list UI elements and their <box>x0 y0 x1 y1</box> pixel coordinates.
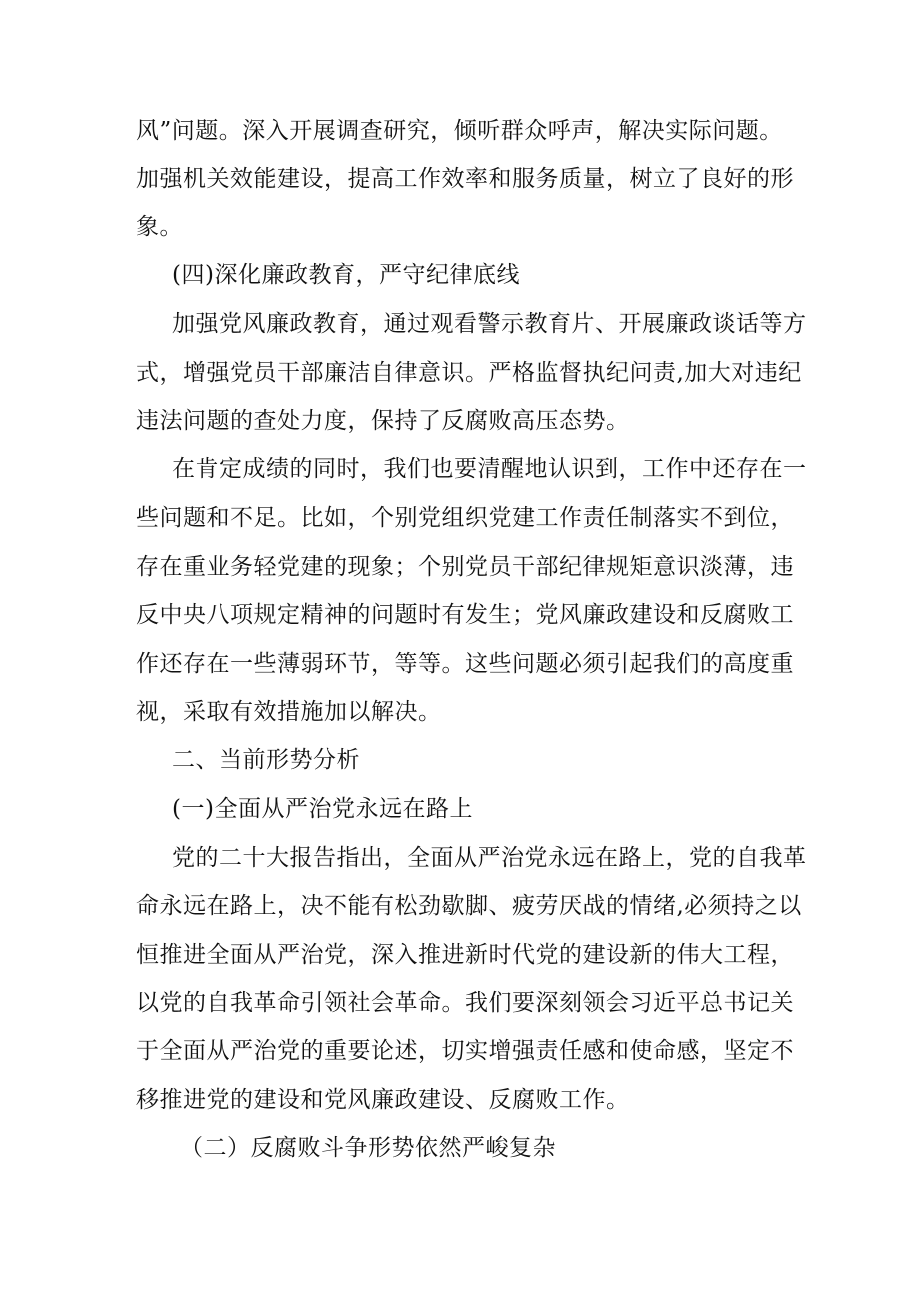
text-line: 作还存在一些薄弱环节，等等。这些问题必须引起我们的高度重 <box>136 651 794 677</box>
text-line: 反中央八项规定精神的问题时有发生；党风廉政建设和反腐败工 <box>136 602 794 628</box>
text-line: 于全面从严治党的重要论述，切实增强责任感和使命感，坚定不 <box>136 1038 794 1064</box>
subsection-heading: (一)全面从严治党永远在路上 <box>172 796 473 822</box>
text-line: 恒推进全面从严治党，深入推进新时代党的建设新的伟大工程， <box>136 942 794 968</box>
text-line: 在肯定成绩的同时，我们也要清醒地认识到，工作中还存在一 <box>172 456 807 482</box>
text-line: 些问题和不足。比如，个别党组织党建工作责任制落实不到位， <box>136 505 794 531</box>
text-line: 加强机关效能建设，提高工作效率和服务质量，树立了良好的形 <box>136 166 794 192</box>
text-line: 式，增强党员干部廉洁自律意识。严格监督执纪问责,加大对违纪 <box>136 360 802 386</box>
section-heading: (四)深化廉政教育，严守纪律底线 <box>172 262 520 288</box>
text-line: 视，采取有效措施加以解决。 <box>136 699 442 725</box>
subsection-heading: （二）反腐败斗争形势依然严峻复杂 <box>180 1135 556 1161</box>
text-line: 存在重业务轻党建的现象；个别党员干部纪律规矩意识淡薄，违 <box>136 554 794 580</box>
text-line: 风”问题。深入开展调查研究，倾听群众呼声，解决实际问题。 <box>136 118 783 144</box>
text-line: 以党的自我革命引领社会革命。我们要深刻领会习近平总书记关 <box>136 990 794 1016</box>
text-line: 违法问题的查处力度，保持了反腐败高压态势。 <box>136 408 630 434</box>
text-line: 象。 <box>136 214 183 240</box>
text-line: 党的二十大报告指出，全面从严治党永远在路上，党的自我革 <box>172 845 807 871</box>
text-line: 命永远在路上，决不能有松劲歇脚、疲劳厌战的情绪,必须持之以 <box>136 893 802 919</box>
section-heading: 二、当前形势分析 <box>172 747 360 773</box>
text-line: 加强党风廉政教育，通过观看警示教育片、开展廉政谈话等方 <box>172 311 807 337</box>
text-line: 移推进党的建设和党风廉政建设、反腐败工作。 <box>136 1087 630 1113</box>
